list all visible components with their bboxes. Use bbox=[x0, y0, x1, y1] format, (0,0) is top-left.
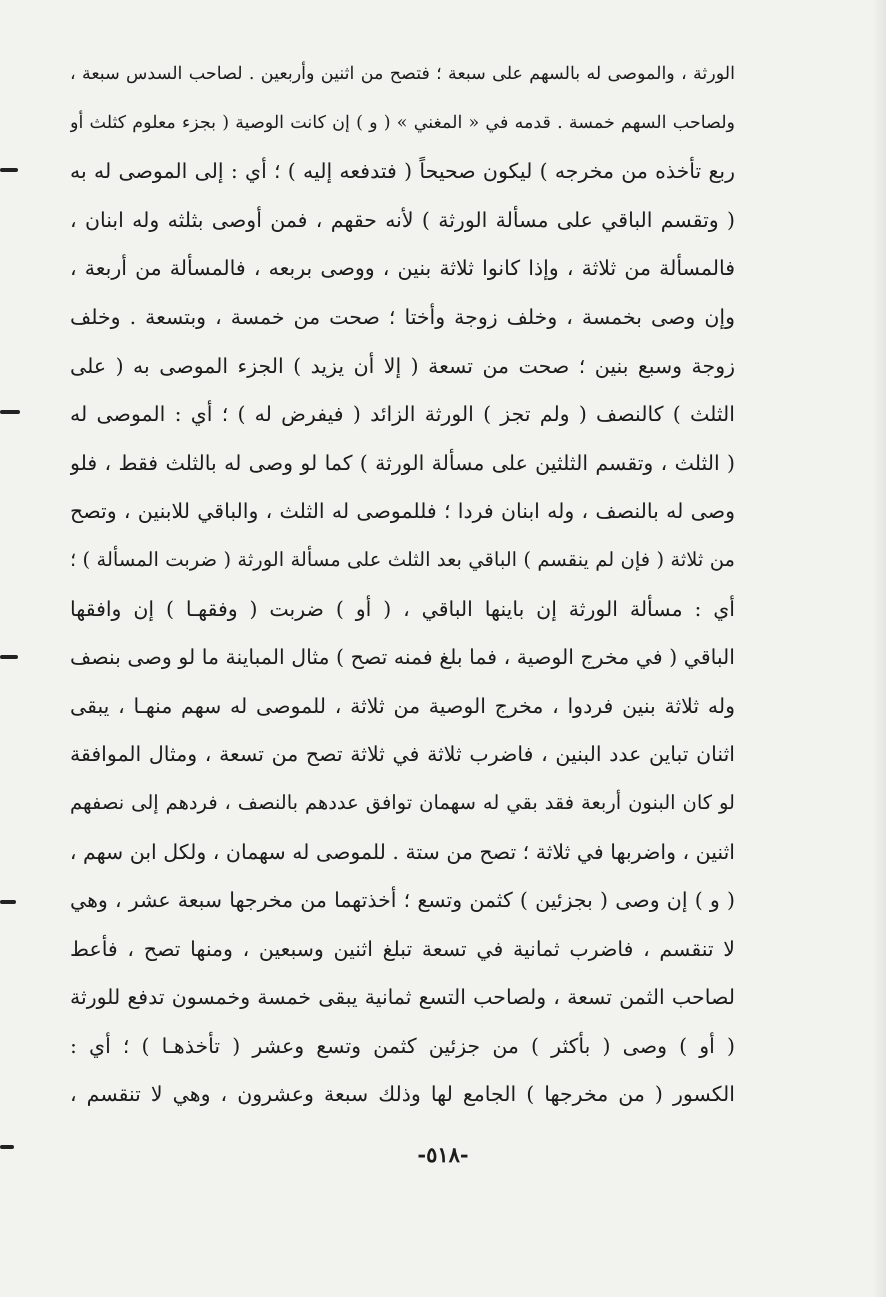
text-line-6: وإن وصى بخمسة ، وخلف زوجة وأختا ؛ صحت من خمسة ، وبتسعة . وخلف bbox=[70, 304, 735, 329]
text-line-8: الثلث ) كالنصف ( ولم تجز ) الورثة الزائد ( فيفرض له ) ؛ أي : الموصى له bbox=[70, 402, 735, 427]
text-line-5: فالمسألة من ثلاثة ، وإذا كانوا ثلاثة بنين ، ووصى بربعه ، فالمسألة من أربعة ، bbox=[70, 256, 735, 281]
text-line-20: لصاحب الثمن تسعة ، ولصاحب التسع ثمانية يبقى خمسة وخمسون تدفع للورثة bbox=[70, 985, 735, 1010]
text-line-11: من ثلاثة ( فإن لم ينقسم ) الباقي بعد الثلث على مسألة الورثة ( ضربت المسألة ) ؛ bbox=[70, 547, 735, 571]
page-number: -٥١٨- bbox=[417, 1142, 469, 1167]
text-line-16: لو كان البنون أربعة فقد بقي له سهمان توافق عددهم بالنصف ، فردهم إلى نصفهم bbox=[70, 790, 735, 814]
margin-mark bbox=[0, 900, 16, 904]
text-line-19: لا تنقسم ، فاضرب ثمانية في تسعة تبلغ اثنين وسبعين ، ومنها تصح ، فأعط bbox=[70, 936, 735, 961]
text-line-14: وله ثلاثة بنين فردوا ، مخرج الوصية من ثلاثة ، للموصى له سهم منهـا ، يبقى bbox=[70, 693, 735, 718]
margin-mark bbox=[0, 410, 20, 414]
text-line-22: الكسور ( من مخرجها ) الجامع لها وذلك سبعة وعشرون ، وهي لا تنقسم ، bbox=[70, 1082, 735, 1107]
text-line-15: اثنان تباين عدد البنين ، فاضرب ثلاثة في ثلاثة تصح من تسعة ، ومثال الموافقة bbox=[70, 742, 735, 767]
page-edge-shadow bbox=[872, 0, 886, 1297]
body-text bbox=[70, 50, 735, 1119]
text-line-12: أي : مسألة الورثة إن باينها الباقي ، ( أو ) ضربت ( وفقهـا ) إن وافقها bbox=[70, 596, 735, 621]
text-line-4: ( وتقسم الباقي على مسألة الورثة ) لأنه حقهم ، فمن أوصى بثلثه وله ابنان ، bbox=[70, 207, 735, 232]
margin-mark bbox=[0, 655, 18, 659]
text-line-2: ولصاحب السهم خمسة . قدمه في « المغني » ( و ) إن كانت الوصية ( بجزء معلوم كثلث أو bbox=[70, 112, 735, 133]
margin-mark bbox=[0, 168, 18, 172]
text-line-21: ( أو ) وصى ( بأكثر ) من جزئين كثمن وتسع وعشر ( تأخذهـا ) ؛ أي : bbox=[70, 1033, 735, 1058]
text-line-17: اثنين ، واضربها في ثلاثة ؛ تصح من ستة . للموصى له سهمان ، ولكل ابن سهم ، bbox=[70, 839, 735, 864]
margin-mark bbox=[0, 1145, 14, 1149]
text-line-13: الباقي ( في مخرج الوصية ، فما بلغ فمنه تصح ) مثال المباينة ما لو وصى بنصف bbox=[70, 645, 735, 670]
text-line-1: الورثة ، والموصى له بالسهم على سبعة ؛ فتصح من اثنين وأربعين . لصاحب السدس سبعة ، bbox=[70, 64, 735, 84]
text-line-10: وصى له بالنصف ، وله ابنان فردا ؛ فللموصى له الثلث ، والباقي للابنين ، وتصح bbox=[70, 499, 735, 524]
text-line-7: زوجة وسبع بنين ؛ صحت من تسعة ( إلا أن يزيد ) الجزء الموصى به ( على bbox=[70, 353, 735, 378]
text-line-18: ( و ) إن وصى ( بجزئين ) كثمن وتسع ؛ أخذتهما من مخرجها سبعة عشر ، وهي bbox=[70, 888, 735, 913]
text-line-9: ( الثلث ، وتقسم الثلثين على مسألة الورثة ) كما لو وصى له بالثلث فقط ، فلو bbox=[70, 450, 735, 475]
text-line-3: ربع تأخذه من مخرجه ) ليكون صحيحاً ( فتدفعه إليه ) ؛ أي : إلى الموصى له به bbox=[70, 159, 735, 184]
